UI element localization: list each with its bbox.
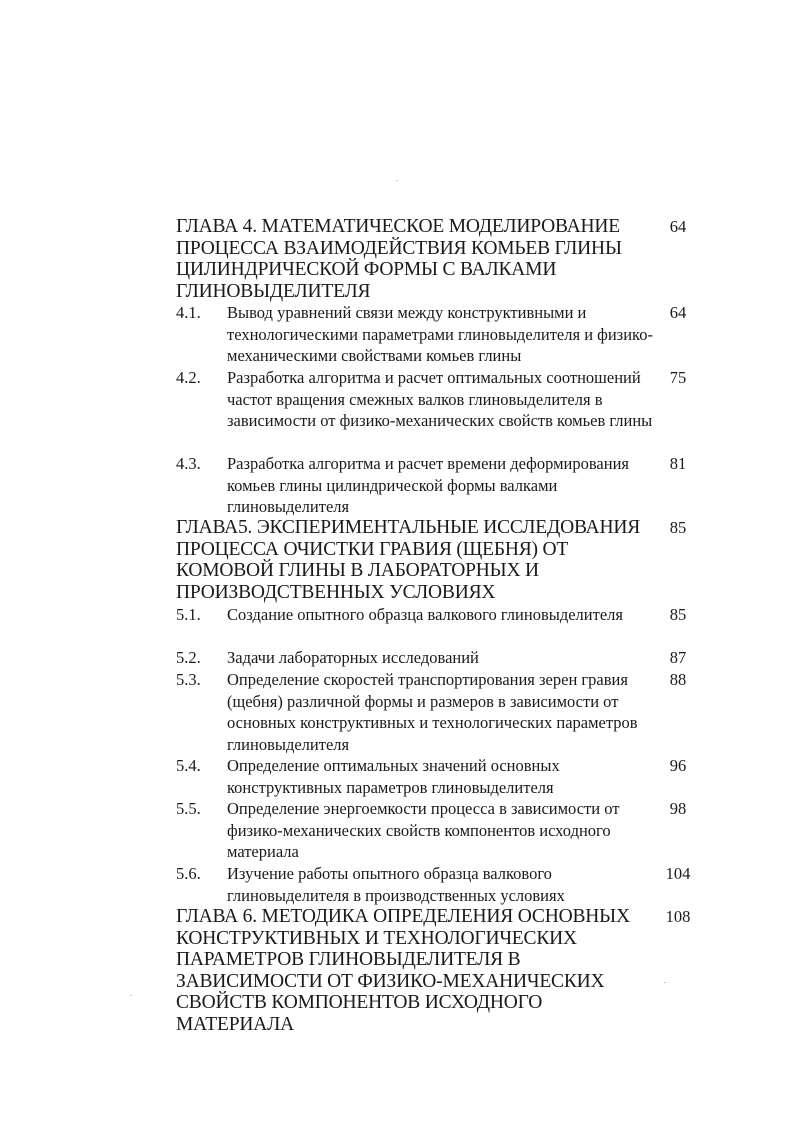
toc-section-4-3-page: 81 [669,454,687,473]
toc-section-4-3-title: Разработка алгоритма и расчет времени деформирования комьев глины цилиндрической формы валками глиновыделителя [227,454,629,516]
toc-section-5-4-number: 5.4. [176,756,201,775]
toc-section-4-2-title: Разработка алгоритма и расчет оптимальных соотношений частот вращения смежных валков глиновыделителя в зависимости от физико-механических свойств комьев глины [227,368,653,430]
toc-section-4-1-page: 64 [669,303,687,322]
toc-chapter-6-title: ГЛАВА 6. МЕТОДИКА ОПРЕДЕЛЕНИЯ ОСНОВНЫХ КОНСТРУКТИВНЫХ И ТЕХНОЛОГИЧЕСКИХ ПАРАМЕТРОВ ГЛИНОВЫДЕЛИТЕЛЯ В ЗАВИСИМОСТИ ОТ ФИЗИКО-МЕХАНИЧЕСКИХ СВОЙСТВ КОМПОНЕНТОВ ИСХОДНОГО МАТЕРИАЛА [176,906,630,1035]
toc-section-5-1-page: 85 [669,605,687,624]
toc-section-5-5-number: 5.5. [176,799,201,818]
toc-chapter-5-title: ГЛАВА5. ЭКСПЕРИМЕНТАЛЬНЫЕ ИССЛЕДОВАНИЯ ПРОЦЕССА ОЧИСТКИ ГРАВИЯ (ЩЕБНЯ) ОТ КОМОВОЙ ГЛИНЫ В ЛАБОРАТОРНЫХ И ПРОИЗВОДСТВЕННЫХ УСЛОВИЯХ [176,517,641,603]
toc-chapter-4-title: ГЛАВА 4. МАТЕМАТИЧЕСКОЕ МОДЕЛИРОВАНИЕ ПРОЦЕССА ВЗАИМОДЕЙСТВИЯ КОМЬЕВ ГЛИНЫ ЦИЛИНДРИЧЕСКОЙ ФОРМЫ С ВАЛКАМИ ГЛИНОВЫДЕЛИТЕЛЯ [176,216,622,302]
scan-speck [130,995,132,996]
toc-section-5-2-number: 5.2. [176,648,201,667]
toc-section-5-1-number: 5.1. [176,605,201,624]
toc-section-5-3-page: 88 [669,670,687,689]
toc-section-5-2-page: 87 [669,648,687,667]
scan-speck [664,982,666,983]
toc-section-5-4-page: 96 [669,756,687,775]
toc-section-5-3-title: Определение скоростей транспортирования зерен гравия (щебня) различной формы и размеров в зависимости от основных конструктивных и технологических параметров глиновыделителя [227,670,638,754]
toc-section-4-2-number: 4.2. [176,368,201,387]
toc-section-5-6-page: 104 [665,864,691,883]
toc-section-4-2-page: 75 [669,368,687,387]
toc-chapter-6-page: 108 [665,907,691,926]
toc-section-5-6-title: Изучение работы опытного образца валкового глиновыделителя в производственных условиях [227,864,565,905]
toc-section-5-6-number: 5.6. [176,864,201,883]
toc-section-5-5-title: Определение энергоемкости процесса в зависимости от физико-механических свойств компонентов исходного материала [227,799,620,861]
toc-section-5-2-title: Задачи лабораторных исследований [227,648,479,667]
scan-speck [396,180,398,181]
toc-section-4-3-number: 4.3. [176,454,201,473]
toc-section-5-3-number: 5.3. [176,670,201,689]
toc-section-4-1-number: 4.1. [176,303,201,322]
toc-section-4-1-title: Вывод уравнений связи между конструктивными и технологическими параметрами глиновыделителя и физико-механическими свойствами комьев глины [227,303,653,365]
toc-section-5-1-title: Создание опытного образца валкового глиновыделителя [227,605,623,624]
toc-section-5-4-title: Определение оптимальных значений основных конструктивных параметров глиновыделителя [227,756,560,797]
toc-section-5-5-page: 98 [669,799,687,818]
toc-chapter-5-page: 85 [669,518,687,537]
toc-chapter-4-page: 64 [669,217,687,236]
